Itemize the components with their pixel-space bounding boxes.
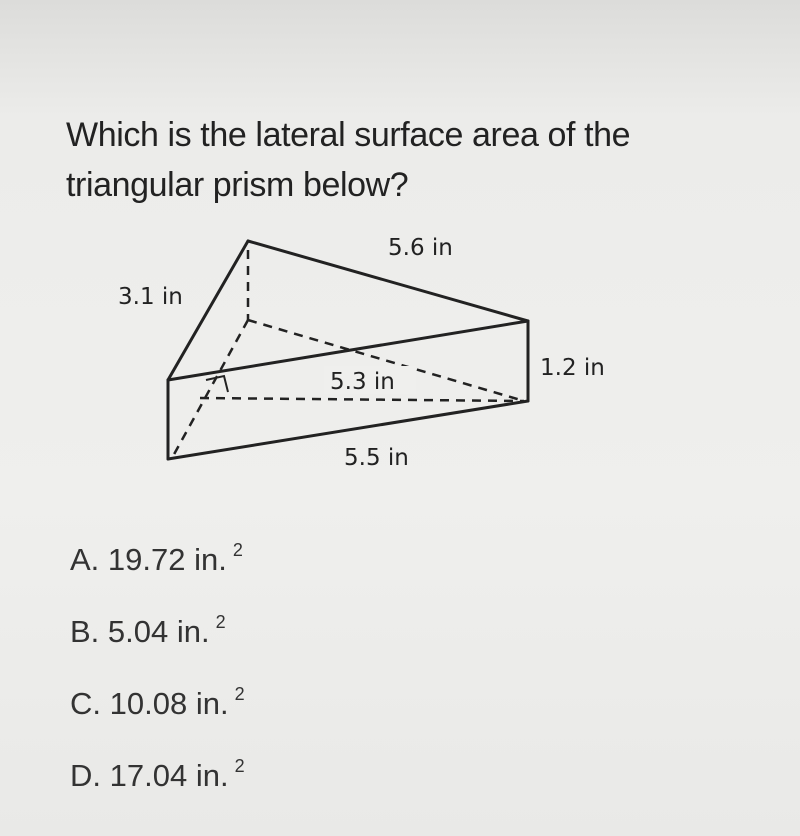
label-height: 1.2 in xyxy=(540,355,605,381)
choice-d[interactable] xyxy=(70,743,245,815)
choice-a-exponent: 2 xyxy=(232,540,243,560)
choice-d-value: 17.04 in. xyxy=(109,758,229,793)
edge-hidden-bottom-left xyxy=(172,320,248,458)
choice-b-value: 5.04 in. xyxy=(107,614,210,649)
choice-c[interactable] xyxy=(70,671,245,743)
choice-a[interactable] xyxy=(70,527,245,599)
choice-c-exponent: 2 xyxy=(234,684,245,704)
edge-hidden-height-line xyxy=(200,398,524,401)
label-left-edge: 3.1 in xyxy=(118,284,183,310)
label-top-edge: 5.6 in xyxy=(388,235,453,261)
choice-a-value: 19.72 in. xyxy=(107,542,227,577)
choice-b-exponent: 2 xyxy=(215,612,226,632)
answer-choices xyxy=(70,527,245,815)
edge-top-left xyxy=(168,241,248,380)
choice-a-letter: A. xyxy=(70,542,100,577)
question-line-2: triangular prism below? xyxy=(66,166,409,204)
choice-d-exponent: 2 xyxy=(234,756,245,776)
choice-c-value: 10.08 in. xyxy=(109,686,229,721)
label-bottom-edge: 5.5 in xyxy=(344,445,409,471)
question-line-1: Which is the lateral surface area of the xyxy=(66,116,631,154)
choice-d-letter: D. xyxy=(70,758,101,793)
right-angle-marker xyxy=(206,376,228,392)
choice-b-letter: B. xyxy=(70,614,100,649)
choice-b[interactable] xyxy=(70,599,245,671)
label-hidden-edge: 5.3 in xyxy=(330,369,395,395)
choice-c-letter: C. xyxy=(70,686,101,721)
